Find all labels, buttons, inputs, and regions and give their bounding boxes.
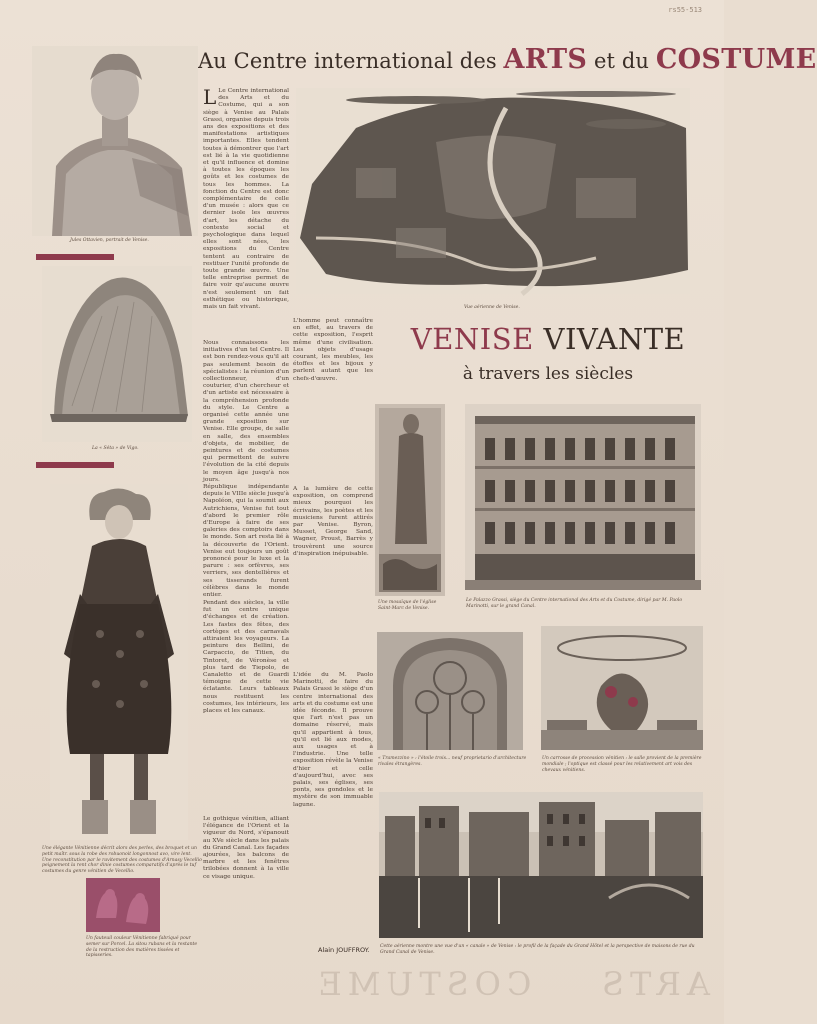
column-text: Nous connaissons les initiatives d'un tel Centre. Il est bon rendez-vous qu'il ait pas seulement besoin de spécialistes : la réunion d'un collectionneur, d'un couturier, d'un chercheur et d'un artiste est nécessaire à la compréhension profonde du style. Le Centre a organisé cette année une grande exposition sur Venise. Elle groupe, de salle en salle, des ensembles d'objets, de mobilier, de peintures et de costumes qui permettent de suivre l'évolution de la cité depuis le moyen âge jusqu'à nos jours.: [203, 340, 289, 483]
aerial-view-photo: [296, 88, 690, 294]
canal-caption: Cette aérienne montre une vue d'un « canale » de Venise : le profil de la façade du Grand Hôtel et la perspective de maisons de rue du Grand Canal de Venise.: [380, 944, 695, 955]
carriage-photo: [541, 626, 703, 750]
accent-bar: [36, 254, 114, 260]
canal-view-photo: [379, 792, 703, 938]
article-column-1d: [203, 600, 289, 812]
dropcap: L: [203, 85, 217, 109]
column-text: L'homme peut connaître en effet, au travers de cette exposition, l'esprit même d'une civilisation. Les objets d'usage courant, les meubles, les étoffes et les bijoux y parlent autant que les chefs-d'œuvre.: [293, 318, 373, 382]
article-column-1: [203, 85, 289, 336]
masthead-costume: COSTUME: [655, 44, 817, 75]
mosaic-caption: Une mosaïque de l'église Saint-Marc de Venise.: [378, 600, 437, 611]
gothic-window-photo: [377, 632, 523, 750]
archive-stamp: rs55-513: [668, 6, 702, 14]
bleed-through-text: ARTS COSTUME: [312, 965, 710, 1003]
headline-vivante: VIVANTE: [543, 322, 686, 356]
masthead: [198, 44, 817, 80]
article-column-1e: [203, 816, 289, 956]
window-caption: « Tramezzino » : l'étoile trois... neuf proprietario d'architecture rivales étrangères.: [378, 756, 527, 767]
column-text: Pendant des siècles, la ville fut un centre unique d'échanges et de création. Les fastes des fêtes, des cortèges et des carnavals attiraient les voyageurs. La peinture des Bellini, de Carpaccio, de Titien, du Tintoret, de Véronèse et plus tard de Tiepolo, de Canaletto et de Guardi témoigne de cette vie éclatante. Leurs tableaux nous restituent les costumes, les intérieurs, les places et les canaux.: [203, 600, 289, 715]
column-text: Le gothique vénitien, alliant l'élégance de l'Orient et la vigueur du Nord, s'épanouit au XVe siècle dans les palais du Grand Canal. Les façades ajourées, les balcons de marbre et les fenêtres trilobées donnent à la ville ce visage unique.: [203, 816, 289, 880]
textile-swatch: [86, 878, 160, 932]
textile-caption: Un fauteuil couleur Vénitienne fabriqué pour semer sur Porcel. La sitou rubans et la restante de la restruction des matières tissées et tapisseries.: [86, 936, 198, 959]
column-text: République indépendante depuis le VIIIe siècle jusqu'à Napoléon, qui la soumit aux Autrichiens, Venise fut tout d'abord le premier rôle d'Europe à faire de ses galeries des comptoirs dans le monde. Son art resta lié à la découverte de l'Orient. Venise eut toujours un goût prononcé pour le luxe et la parure : ses orfèvres, ses verriers, ses dentellières et ses tisserands furent célèbres dans le monde entier.: [203, 484, 289, 599]
article-column-2b: [293, 486, 373, 666]
costume-figure-illustration: [50, 484, 188, 840]
costume-caption: Une élégante Vénitienne décrit alors des perles, des broquet et un petit maîtr. sous la robe des robuonoit longonnost avo, vire lent. Une reconstitution par le ravitement des costumes d'Arnasy Vecellio peignement la rent chor dinie costumes comparatifs d'après le tuf costumes du genre vénitien de Vecellio.: [42, 846, 202, 875]
column-text: Le Centre international des Arts et du Costume, qui a son siège à Venise au Palais Grassi, organise depuis trois ans des expositions et des manifestations artistiques importantes. Elles tendent toutes à démontrer que l'art est lié à la vie quotidienne et qu'il influence et domine à toutes les époques les goûts et les costumes de tous les hommes. La fonction du Centre est donc complémentaire de celle d'un musée : alors que ce dernier isole les œuvres d'art, les détache du contexte social et psychologique dans lequel elles sont nées, les expositions du Centre tentent au contraire de restituer l'unité profonde de toute grande œuvre. Une telle entreprise permet de faire voir qu'aucune œuvre n'est seulement un fait esthétique ou historique, mais un fait vivant.: [203, 88, 289, 311]
article-column-2c: [293, 672, 373, 944]
bust-caption: Jules Ottavien, portrait de Venise.: [70, 238, 149, 243]
palazzo-caption: Le Palazzo Grassi, siège du Centre international des Arts et du Costume, dirigé par M. Paolo Marinotti, sur le grand Canal.: [466, 598, 683, 609]
column-text: A la lumière de cette exposition, on comprend mieux pourquoi les écrivains, les poètes et les musiciens furent attirés par Venise. Byron, Musset, George Sand, Wagner, Proust, Barrès y trouvèrent une source d'inspiration inépuisable.: [293, 486, 373, 557]
bust-photo: [32, 46, 198, 236]
headline-line1: [392, 322, 704, 356]
palazzo-grassi-photo: [465, 404, 701, 590]
article-column-2: [293, 318, 373, 478]
author-signature: Alain JOUFFROY.: [318, 946, 370, 954]
masthead-prefix: Au Centre international des: [198, 49, 497, 73]
hood-photo: [42, 266, 192, 442]
hood-caption: La « Séta » de Vigo.: [92, 446, 139, 451]
mosaic-photo: [375, 404, 445, 596]
headline-venise: VENISE: [410, 322, 534, 356]
article-column-1c: [203, 484, 289, 599]
column-text: L'idée du M. Paolo Marinotti, de faire du Palais Grassi le siège d'un centre international des arts et du costume est une idée féconde. Il prouve que l'art n'est pas un domaine réservé, mais qu'il appartient à tous, qu'il est lié aux modes, aux usages et à l'industrie. Une telle exposition révèle la Venise d'hier et celle d'aujourd'hui, avec ses palais, ses églises, ses ponts, ses gondoles et le mystère de son immuable lagune.: [293, 672, 373, 808]
aerial-caption: Vue aérienne de Venise.: [464, 305, 520, 310]
headline-line2: à travers les siècles: [462, 364, 634, 384]
masthead-arts: ARTS: [503, 44, 588, 75]
accent-bar: [36, 462, 114, 468]
masthead-mid: et du: [594, 49, 650, 73]
article-column-1b: [203, 340, 289, 483]
carriage-caption: Un carrosse de procession vénitien : le salle provient de la première mondiale ; l'optique est classé pour les relativement art vois des chevaux vénitiens.: [542, 756, 702, 773]
